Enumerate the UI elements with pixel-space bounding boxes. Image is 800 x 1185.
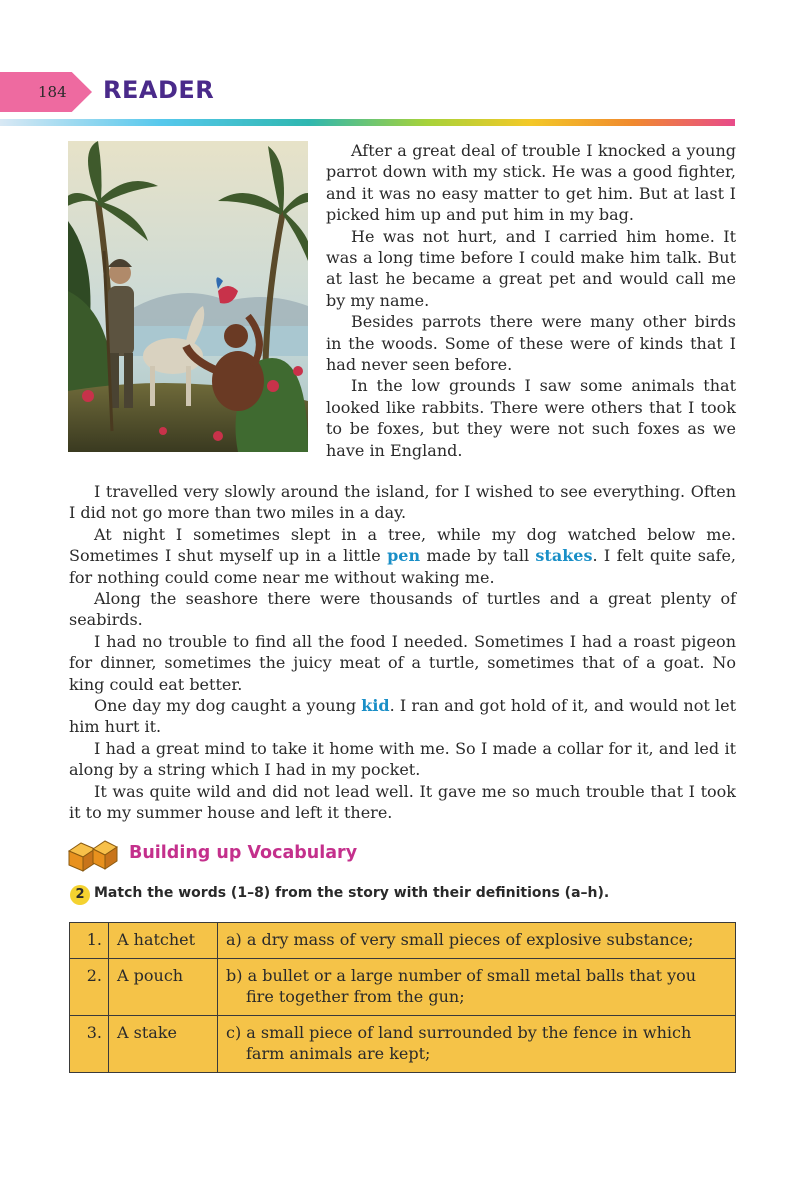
row-number: 1. (70, 923, 109, 959)
story-paragraph: I travelled very slowly around the island, for I wished to see everything. Often I did not go more than two miles in a day. (69, 482, 736, 523)
row-number: 3. (70, 1016, 109, 1073)
story-paragraph: At night I sometimes slept in a tree, while my dog watched below me. Sometimes I shut myself up in a little pen made by tall stakes. I felt quite safe, for nothing could come near me without waking me. (69, 524, 736, 587)
rainbow-divider (0, 119, 735, 126)
row-word: A stake (109, 1016, 218, 1073)
story-right-column (326, 140, 736, 461)
vocab-word-kid: kid (361, 696, 390, 716)
row-definition: c) a small piece of land surrounded by the fence in which farm animals are kept; (218, 1016, 736, 1073)
story-paragraph: It was quite wild and did not lead well. It gave me so much trouble that I took it to my summer house and left it there. (69, 781, 736, 823)
table-row (70, 923, 736, 959)
story-paragraph: Besides parrots there were many other birds in the woods. Some of these were of kinds that I had never seen before. (326, 312, 736, 375)
story-paragraph: One day my dog caught a young kid. I ran and got hold of it, and would not let him hurt it. (69, 696, 736, 737)
story-paragraph: After a great deal of trouble I knocked a young parrot down with my stick. He was a good fighter, and it was no easy matter to get him. But at last I picked him up and put him in my bag. (326, 141, 736, 225)
story-paragraph: He was not hurt, and I carried him home. It was a long time before I could make him talk. But at last he became a great pet and would call me by my name. (326, 226, 736, 310)
story-paragraph: I had no trouble to find all the food I needed. Sometimes I had a roast pigeon for dinner, sometimes the juicy meat of a turtle, sometimes that of a goat. No king could eat better. (69, 631, 736, 694)
vocab-word-pen: pen (387, 546, 421, 566)
task-instruction: Match the words (1–8) from the story with their definitions (a–h). (94, 885, 610, 901)
vocabulary-heading: Building up Vocabulary (129, 843, 358, 863)
cubes-icon (67, 839, 119, 873)
table-row (70, 959, 736, 1016)
row-word: A pouch (109, 959, 218, 1016)
story-paragraph: Along the seashore there were thousands of turtles and a great plenty of seabirds. (69, 589, 736, 630)
row-number: 2. (70, 959, 109, 1016)
row-word: A hatchet (109, 923, 218, 959)
section-title: READER (103, 76, 215, 104)
robinson-crusoe-illustration-icon (68, 141, 308, 452)
story-paragraph: I had a great mind to take it home with me. So I made a collar for it, and led it along by a string which I had in my pocket. (69, 738, 736, 780)
task-number-badge: 2 (70, 885, 90, 905)
story-illustration (68, 141, 308, 452)
vocab-word-stakes: stakes (535, 546, 593, 566)
story-full-width (69, 481, 736, 824)
story-paragraph: In the low grounds I saw some animals that looked like rabbits. There were others that I took to be foxes, but they were not such foxes as we have in England. (326, 376, 736, 460)
page-number: 184 (38, 83, 67, 101)
row-definition: b) a bullet or a large number of small metal balls that you fire together from the gun; (218, 959, 736, 1016)
vocabulary-table (69, 922, 736, 1073)
table-row (70, 1016, 736, 1073)
row-definition: a) a dry mass of very small pieces of explosive substance; (218, 923, 736, 959)
